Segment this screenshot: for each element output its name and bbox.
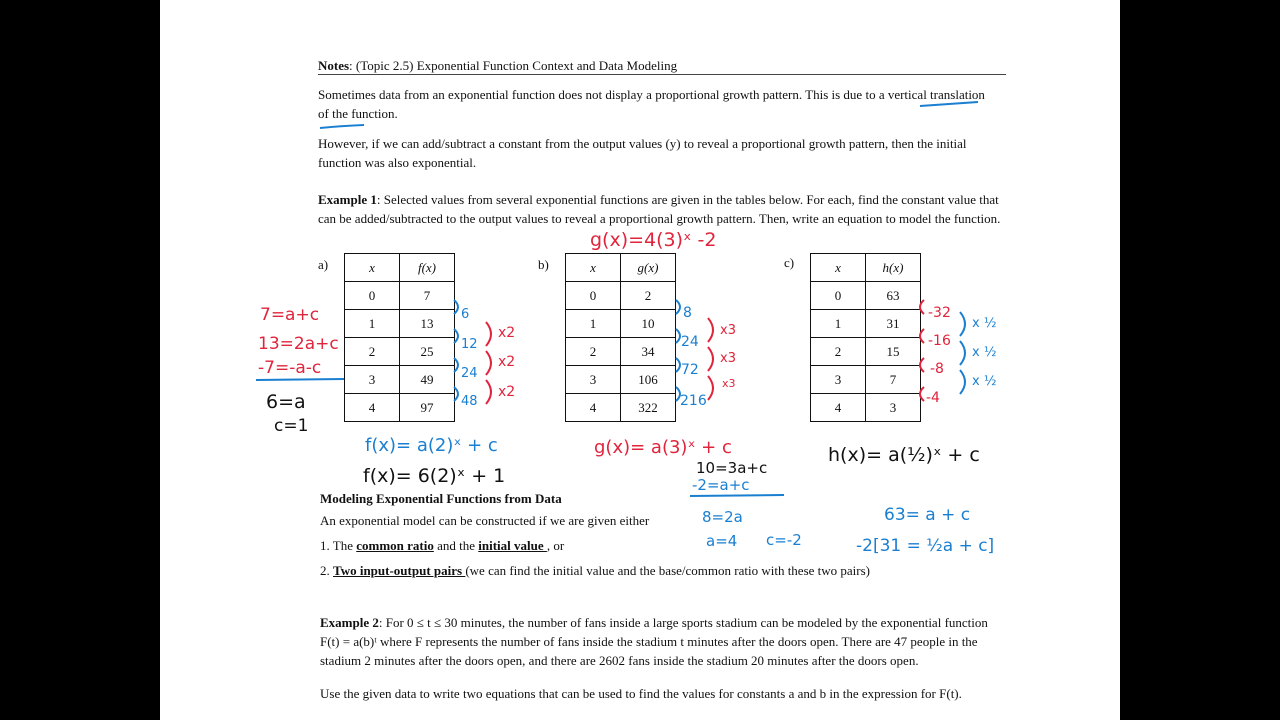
example2-body: : For 0 ≤ t ≤ 30 minutes, the number of fans inside a large sports stadium can be modeled by the exponential function F(t) = a(b)ᵗ where F represents the number of fans inside the stadium t minutes after the doors open. There are 47 people in the stadium 2 minutes after the doors open, and there are 2602 fans inside the stadium 20 minutes after the doors open. bbox=[320, 615, 988, 668]
example1-label: Example 1 bbox=[318, 192, 377, 207]
notes-label: Notes bbox=[318, 58, 350, 73]
c-work-2: -2[31 = ½a + c] bbox=[856, 536, 995, 556]
b-diff-brackets bbox=[676, 300, 680, 401]
subtract-line bbox=[256, 379, 344, 380]
modeling-title: Modeling Exponential Functions from Data bbox=[320, 491, 562, 506]
b-work-1: 10=3a+c bbox=[696, 459, 768, 477]
a-eq2: 13=2a+c bbox=[258, 334, 339, 354]
table-row: 0 63 bbox=[811, 282, 921, 310]
table-row: 2 34 bbox=[566, 338, 676, 366]
document-page bbox=[160, 0, 1120, 720]
b-final-eq: g(x)=4(3)ˣ -2 bbox=[590, 229, 717, 251]
b-diff-4: 216 bbox=[680, 393, 707, 409]
notes-topic: (Topic 2.5) Exponential Function Context and Data Modeling bbox=[355, 58, 678, 73]
b-work-3: 8=2a bbox=[702, 508, 743, 526]
table-b-col-y: g(x) bbox=[621, 254, 676, 282]
c-ratio-1: x ½ bbox=[972, 316, 997, 331]
a-ratio-brackets bbox=[486, 322, 491, 404]
a-ratio-2: x2 bbox=[498, 354, 516, 370]
table-c-letter: c) bbox=[784, 255, 795, 270]
modeling-item-1: 1. The common ratio and the initial value , or bbox=[320, 538, 565, 553]
c-work-1: 63= a + c bbox=[884, 505, 971, 525]
c-ratio-brackets bbox=[960, 312, 965, 394]
b-work-5: c=-2 bbox=[766, 531, 802, 549]
b-diff-1: 8 bbox=[683, 305, 692, 321]
a-diff-3: 24 bbox=[461, 366, 478, 381]
common-ratio-term: common ratio bbox=[356, 538, 434, 553]
c-diff-1: -32 bbox=[928, 305, 951, 321]
b-subtract-line bbox=[690, 495, 784, 496]
b-work-4: a=4 bbox=[706, 532, 738, 550]
b-ratio-3: x3 bbox=[722, 377, 736, 390]
table-a-col-x: x bbox=[345, 254, 400, 282]
example1-body: : Selected values from several exponential functions are given in the tables below. For each, find the constant value that can be added/subtracted to the output values to reveal a proportional growth pattern. Then, write an equation to model the function. bbox=[318, 192, 1001, 226]
b-diff-2: 24 bbox=[681, 334, 699, 350]
table-row: 4 97 bbox=[345, 394, 455, 422]
example2-text-2: Use the given data to write two equations that can be used to find the values for constants a and b in the expression for F(t). bbox=[320, 686, 962, 701]
b-ratio-2: x3 bbox=[720, 351, 736, 366]
a-result-a: 6=a bbox=[266, 391, 306, 413]
a-result-c: c=1 bbox=[274, 416, 309, 436]
b-ratio-1: x3 bbox=[720, 323, 736, 338]
a-general-eq: f(x)= a(2)ˣ + c bbox=[365, 435, 498, 456]
table-a bbox=[344, 253, 455, 422]
b-general-eq: g(x)= a(3)ˣ + c bbox=[594, 437, 732, 458]
table-row: 2 25 bbox=[345, 338, 455, 366]
b-diff-3: 72 bbox=[681, 362, 699, 378]
table-row: 2 15 bbox=[811, 338, 921, 366]
input-output-term: Two input-output pairs bbox=[333, 563, 466, 578]
c-ratio-2: x ½ bbox=[972, 345, 997, 360]
a-diff-1: 6 bbox=[461, 307, 470, 322]
notes-header: Notes: (Topic 2.5) Exponential Function Context and Data Modeling bbox=[318, 58, 678, 73]
table-a-col-y: f(x) bbox=[400, 254, 455, 282]
a-eq3: -7=-a-c bbox=[258, 358, 322, 378]
c-diff-3: -8 bbox=[930, 361, 944, 377]
intro-paragraph-2: However, if we can add/subtract a constant from the output values (y) to reveal a proportional growth pattern, then the initial function was also exponential. bbox=[318, 136, 967, 170]
a-diff-4: 48 bbox=[461, 394, 478, 409]
initial-value-term: initial value bbox=[478, 538, 547, 553]
table-row: 1 10 bbox=[566, 310, 676, 338]
table-row: 3 49 bbox=[345, 366, 455, 394]
table-c-col-y: h(x) bbox=[866, 254, 921, 282]
a-diff-2: 12 bbox=[461, 337, 478, 352]
table-row: 3 106 bbox=[566, 366, 676, 394]
a-eq1: 7=a+c bbox=[260, 305, 320, 325]
table-row: 4 322 bbox=[566, 394, 676, 422]
a-ratio-3: x2 bbox=[498, 384, 516, 400]
b-ratio-brackets bbox=[708, 318, 713, 400]
a-final-eq: f(x)= 6(2)ˣ + 1 bbox=[363, 465, 506, 487]
table-row: 0 7 bbox=[345, 282, 455, 310]
modeling-intro: An exponential model can be constructed if we are given either bbox=[320, 513, 650, 528]
intro-paragraph-1: Sometimes data from an exponential function does not display a proportional growth pattern. This is due to a vertical translation of the function. bbox=[318, 87, 985, 121]
b-work-2: -2=a+c bbox=[692, 476, 750, 494]
c-ratio-3: x ½ bbox=[972, 374, 997, 389]
c-diff-2: -16 bbox=[928, 333, 951, 349]
table-a-letter: a) bbox=[318, 257, 329, 272]
table-row: 1 31 bbox=[811, 310, 921, 338]
example2-text bbox=[320, 613, 1010, 670]
table-row: 0 2 bbox=[566, 282, 676, 310]
a-ratio-1: x2 bbox=[498, 325, 516, 341]
c-general-eq: h(x)= a(½)ˣ + c bbox=[828, 444, 980, 466]
c-diff-4: -4 bbox=[926, 390, 940, 406]
table-b bbox=[565, 253, 676, 422]
table-c bbox=[810, 253, 921, 422]
example2-label: Example 2 bbox=[320, 615, 379, 630]
table-row: 3 7 bbox=[811, 366, 921, 394]
header-rule bbox=[318, 74, 1006, 75]
modeling-item-2: 2. Two input-output pairs (we can find the initial value and the base/common ratio with these two pairs) bbox=[320, 563, 871, 578]
example1-text bbox=[318, 190, 1008, 228]
table-c-col-x: x bbox=[811, 254, 866, 282]
table-row: 1 13 bbox=[345, 310, 455, 338]
table-b-col-x: x bbox=[566, 254, 621, 282]
underline-mark bbox=[320, 125, 364, 128]
table-b-letter: b) bbox=[538, 257, 549, 272]
table-row: 4 3 bbox=[811, 394, 921, 422]
